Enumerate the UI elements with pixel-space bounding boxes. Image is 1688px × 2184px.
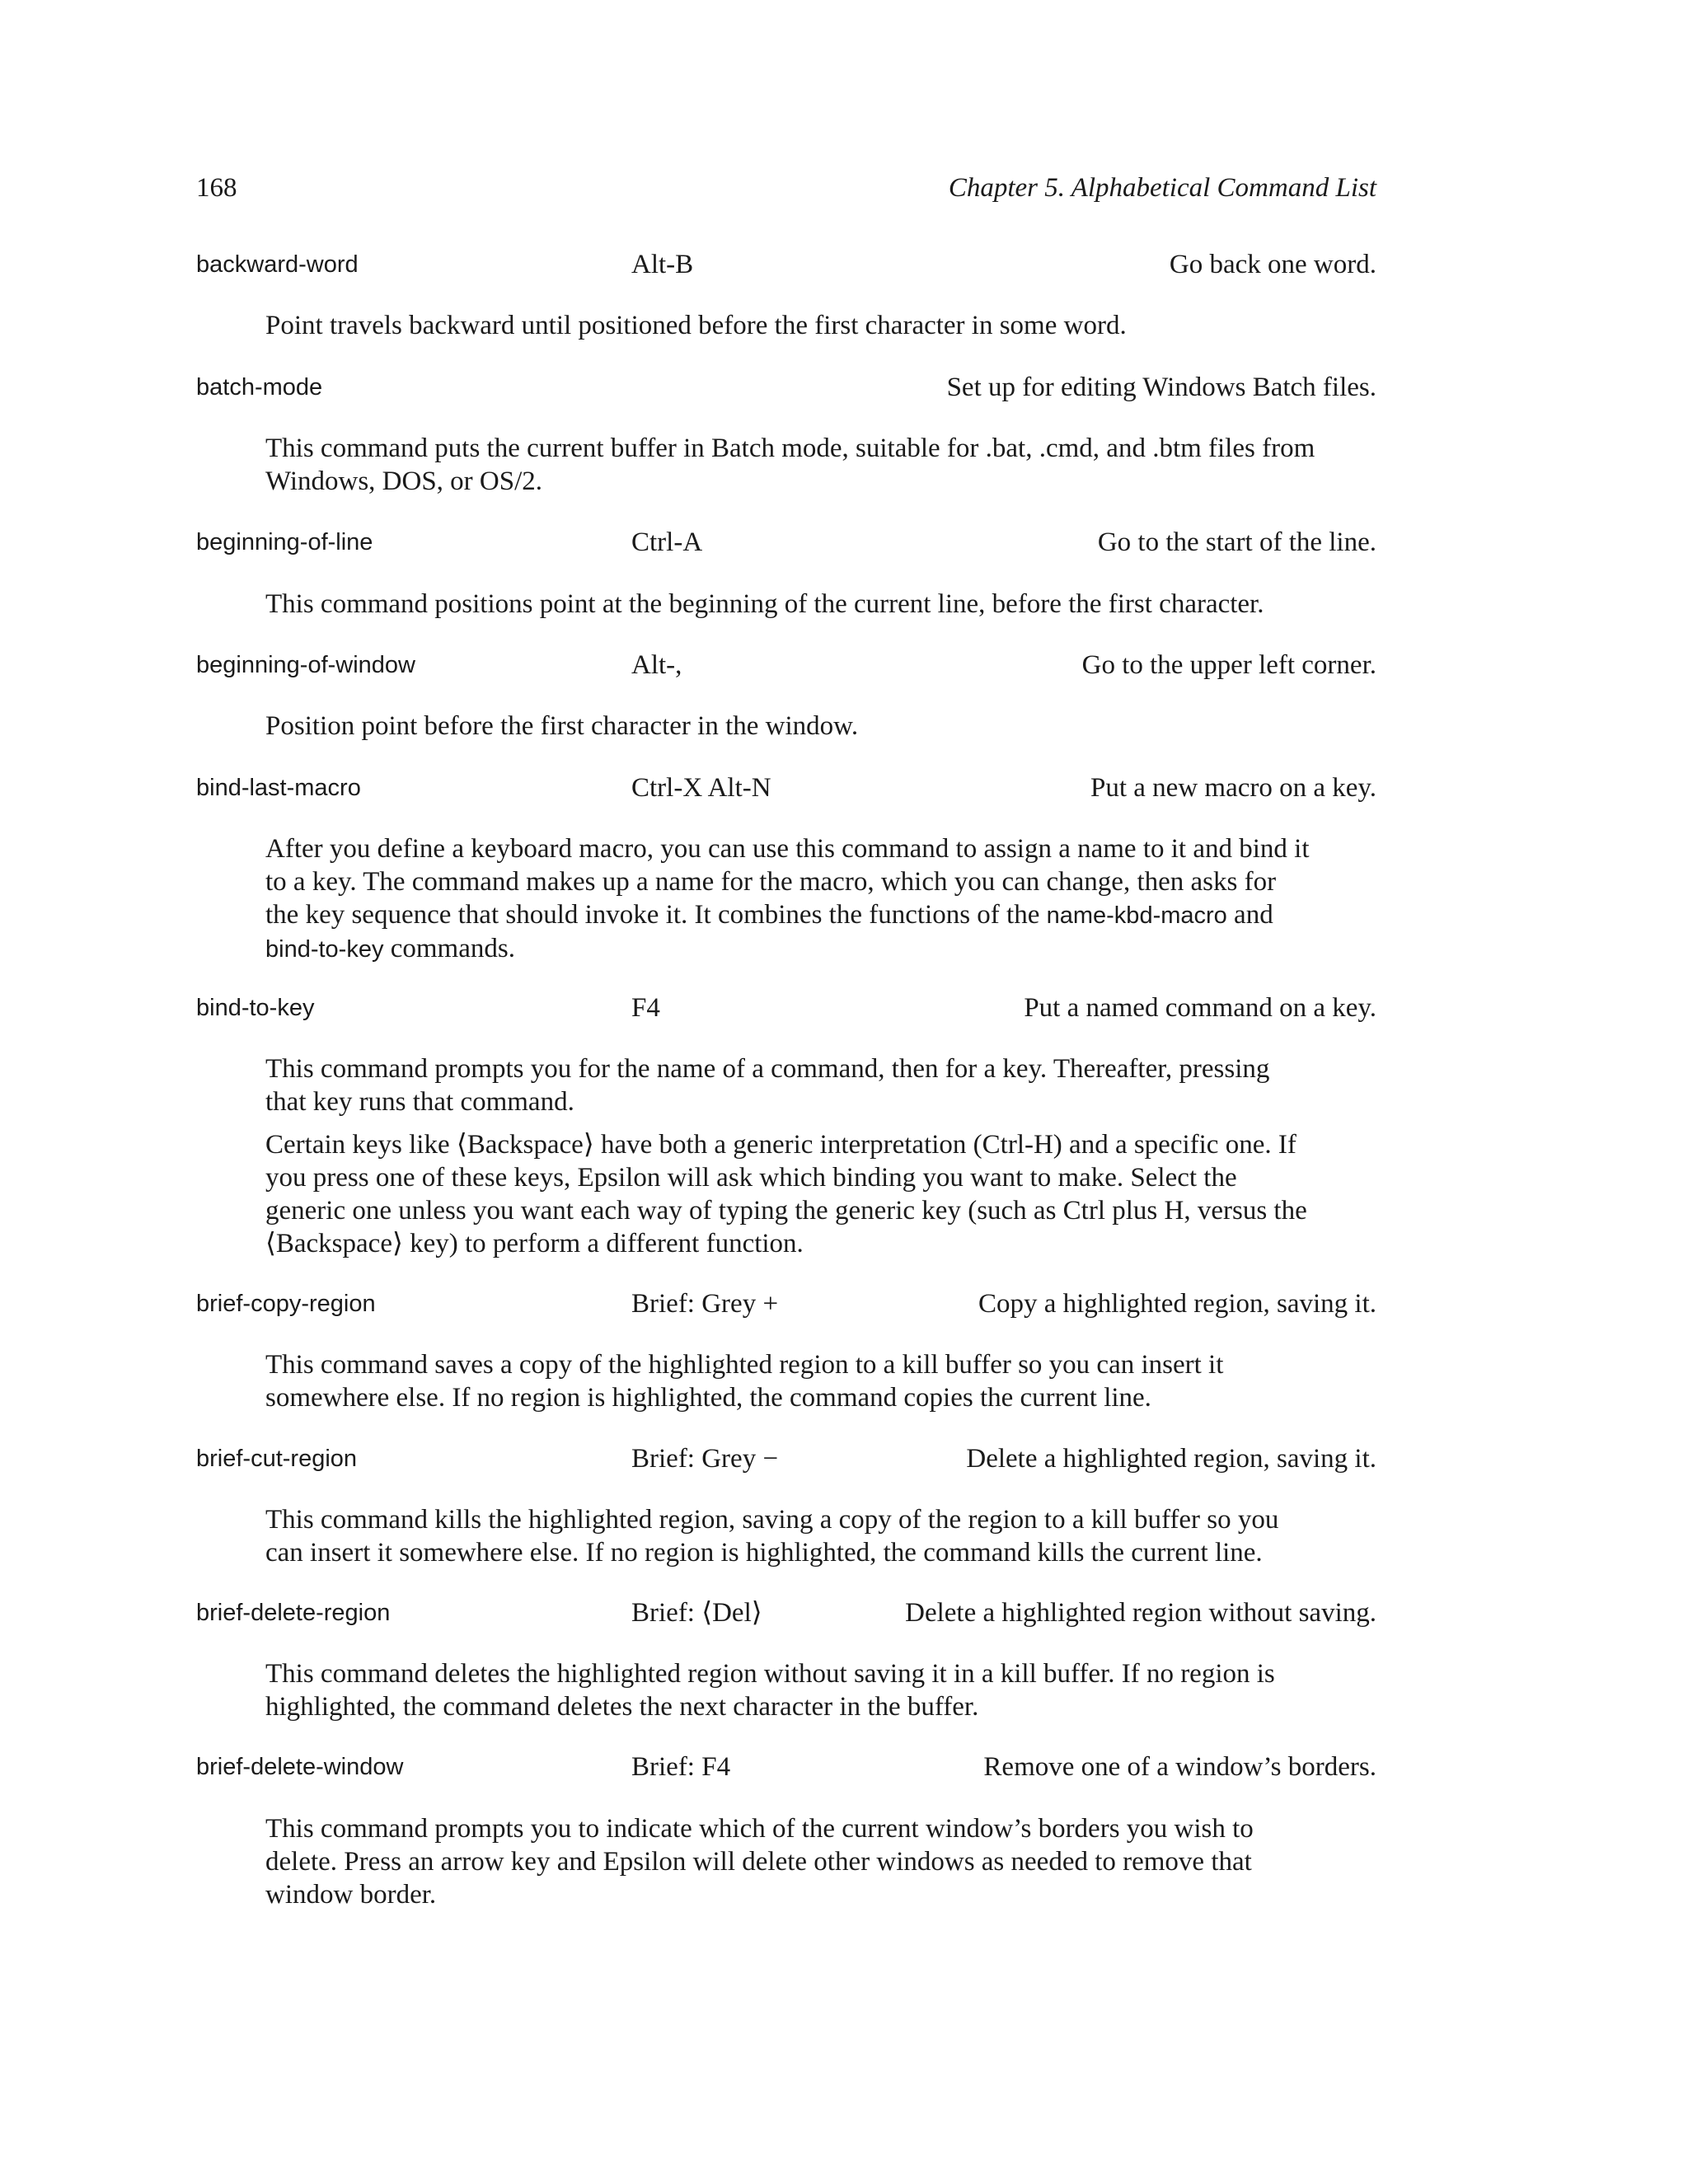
command-summary: Go to the upper left corner.: [1081, 650, 1376, 680]
key-binding: F4: [631, 993, 660, 1023]
command-summary: Set up for editing Windows Batch files.: [946, 373, 1376, 402]
command-description: [265, 1348, 1223, 1414]
entry-heading: [196, 649, 1376, 682]
page-number: 168: [196, 173, 237, 203]
key-binding: Ctrl-A: [631, 527, 703, 557]
command-description: [265, 1503, 1278, 1569]
command-summary: Go to the start of the line.: [1097, 527, 1376, 557]
description-line: Position point before the first character in the window.: [265, 711, 859, 741]
description-line: This command positions point at the beginning of the current line, before the first character.: [265, 589, 1264, 619]
key-binding: Alt-B: [631, 250, 694, 279]
command-description: [265, 588, 1264, 621]
running-head: Chapter 5. Alphabetical Command List: [948, 173, 1376, 203]
description-line: generic one unless you want each way of typing the generic key (such as Ctrl plus H, versus the: [265, 1196, 1307, 1226]
entry-heading: [196, 371, 1376, 404]
description-line: can insert it somewhere else. If no region is highlighted, the command kills the current line.: [265, 1538, 1263, 1568]
description-line: to a key. The command makes up a name for the macro, which you can change, then asks for: [265, 867, 1277, 897]
key-binding: Brief: Grey −: [631, 1444, 779, 1474]
command-description: [265, 1128, 1307, 1260]
description-line: This command prompts you to indicate which of the current window’s borders you wish to: [265, 1814, 1254, 1844]
description-line: This command saves a copy of the highlighted region to a kill buffer so you can insert it: [265, 1350, 1224, 1380]
command-name: beginning-of-line: [196, 529, 373, 555]
command-reference: bind-to-key: [265, 936, 384, 963]
command-name: brief-delete-region: [196, 1600, 391, 1626]
description-line: highlighted, the command deletes the next character in the buffer.: [265, 1692, 979, 1722]
command-name: brief-cut-region: [196, 1446, 358, 1472]
description-line: delete. Press an arrow key and Epsilon will delete other windows as needed to remove that: [265, 1847, 1252, 1877]
command-name: brief-copy-region: [196, 1291, 376, 1317]
command-description: [265, 1052, 1269, 1118]
command-description: [265, 1657, 1275, 1723]
key-binding: Alt-,: [631, 650, 682, 680]
description-line: you press one of these keys, Epsilon will ask which binding you want to make. Select the: [265, 1163, 1237, 1193]
entry-heading: [196, 1442, 1376, 1475]
description-line: commands.: [390, 934, 515, 963]
command-summary: Remove one of a window’s borders.: [983, 1752, 1376, 1782]
description-line: Certain keys like ⟨Backspace⟩ have both a generic interpretation (Ctrl-H) and a specific one. If: [265, 1130, 1296, 1160]
command-description: [265, 1812, 1254, 1911]
command-description: [265, 309, 1127, 342]
command-description: [265, 432, 1315, 498]
description-line: After you define a keyboard macro, you can use this command to assign a name to it and bind it: [265, 834, 1310, 864]
key-binding: Brief: ⟨Del⟩: [631, 1598, 762, 1628]
command-summary: Copy a highlighted region, saving it.: [978, 1289, 1376, 1319]
command-description: [265, 710, 858, 743]
description-line: that key runs that command.: [265, 1087, 574, 1117]
description-line: window border.: [265, 1880, 437, 1910]
description-line: the key sequence that should invoke it. It combines the functions of the: [265, 900, 1040, 930]
command-summary: Put a named command on a key.: [1024, 993, 1376, 1023]
description-line: somewhere else. If no region is highlighted, the command copies the current line.: [265, 1383, 1151, 1413]
key-binding: Brief: F4: [631, 1752, 731, 1782]
description-line: ⟨Backspace⟩ key) to perform a different function.: [265, 1229, 804, 1258]
description-line: Point travels backward until positioned before the first character in some word.: [265, 311, 1127, 340]
entry-heading: [196, 771, 1376, 804]
command-summary: Delete a highlighted region, saving it.: [966, 1444, 1376, 1474]
command-name: bind-last-macro: [196, 775, 361, 801]
entry-heading: [196, 991, 1376, 1024]
command-name: backward-word: [196, 251, 359, 278]
entry-heading: [196, 1596, 1376, 1629]
command-summary: Put a new macro on a key.: [1090, 773, 1376, 803]
description-line: This command deletes the highlighted region without saving it in a kill buffer. If no region is: [265, 1659, 1275, 1689]
command-name: bind-to-key: [196, 995, 315, 1021]
command-name: batch-mode: [196, 374, 323, 401]
description-line: This command puts the current buffer in Batch mode, suitable for .bat, .cmd, and .btm files from: [265, 434, 1315, 463]
description-line: This command kills the highlighted region, saving a copy of the region to a kill buffer so you: [265, 1505, 1279, 1535]
command-summary: Delete a highlighted region without saving.: [905, 1598, 1376, 1628]
command-description: [265, 832, 1310, 966]
command-reference: name-kbd-macro: [1046, 902, 1227, 929]
command-name: beginning-of-window: [196, 652, 415, 678]
entry-heading: [196, 526, 1376, 559]
entry-heading: [196, 1287, 1376, 1320]
entry-heading: [196, 248, 1376, 281]
description-line: Windows, DOS, or OS/2.: [265, 466, 543, 496]
description-line: and: [1234, 900, 1273, 930]
entry-heading: [196, 1750, 1376, 1783]
command-name: brief-delete-window: [196, 1754, 404, 1780]
command-summary: Go back one word.: [1169, 250, 1376, 279]
key-binding: Brief: Grey +: [631, 1289, 779, 1319]
key-binding: Ctrl-X Alt-N: [631, 773, 771, 803]
description-line: This command prompts you for the name of a command, then for a key. Thereafter, pressing: [265, 1054, 1270, 1084]
